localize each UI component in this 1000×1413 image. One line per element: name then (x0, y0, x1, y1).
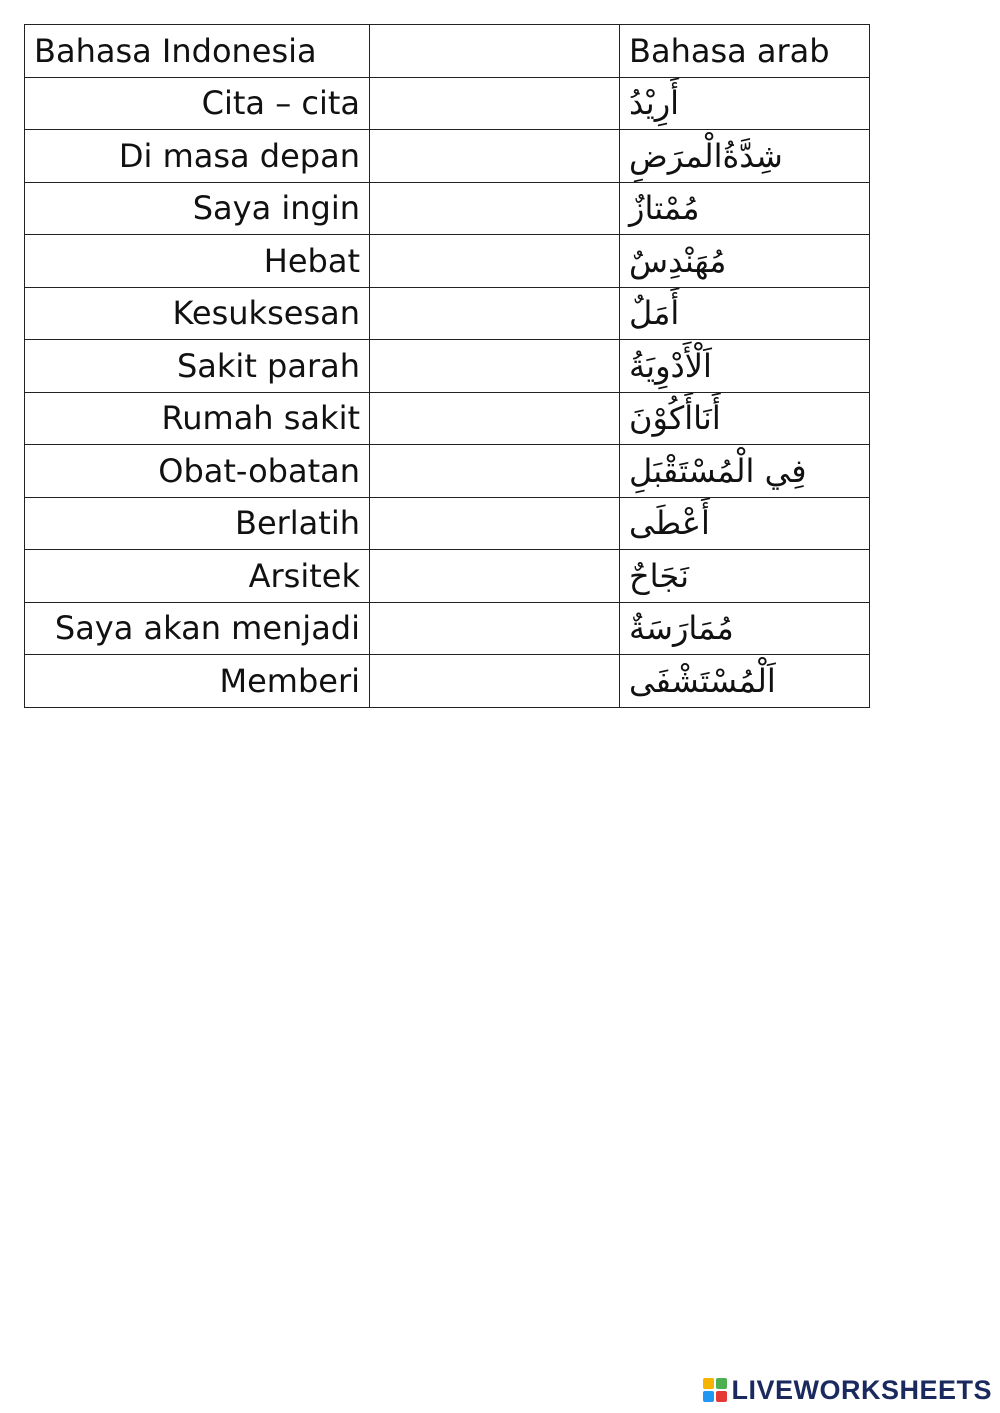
liveworksheets-brand (703, 1373, 992, 1407)
arabic-word-cell (620, 445, 870, 498)
arabic-word-cell (620, 550, 870, 603)
table-row (25, 77, 870, 130)
table-row (25, 392, 870, 445)
arabic-word[interactable]: فِي الْمُسْتَقْبَلِ (629, 451, 807, 490)
answer-drop-cell[interactable] (370, 602, 620, 655)
table-row (25, 235, 870, 288)
answer-drop-cell[interactable] (370, 655, 620, 708)
arabic-word[interactable]: أَرِيْدُ (629, 84, 680, 123)
arabic-word-cell (620, 182, 870, 235)
arabic-word-cell (620, 497, 870, 550)
arabic-word[interactable]: مُمْتازٌ (629, 189, 700, 228)
answer-drop-cell[interactable] (370, 235, 620, 288)
arabic-word-cell (620, 130, 870, 183)
answer-drop-cell[interactable] (370, 77, 620, 130)
indonesian-word: Saya ingin (25, 182, 370, 235)
arabic-word[interactable]: أَعْطَى (629, 504, 710, 543)
table-row (25, 550, 870, 603)
logo-square-icon (716, 1378, 727, 1389)
arabic-word[interactable]: أَمَلٌ (629, 294, 680, 333)
arabic-word-cell (620, 655, 870, 708)
logo-square-icon (716, 1391, 727, 1402)
arabic-word[interactable]: مُمَارَسَةٌ (629, 609, 734, 648)
table-row (25, 602, 870, 655)
indonesian-word: Rumah sakit (25, 392, 370, 445)
indonesian-word: Memberi (25, 655, 370, 708)
arabic-word[interactable]: نَجَاحٌ (629, 556, 689, 595)
indonesian-word: Sakit parah (25, 340, 370, 393)
table-row (25, 497, 870, 550)
table-row (25, 130, 870, 183)
indonesian-word: Hebat (25, 235, 370, 288)
arabic-word[interactable]: أَنَاأَكُوْنَ (629, 399, 721, 438)
table-row (25, 182, 870, 235)
table-row (25, 445, 870, 498)
logo-square-icon (703, 1378, 714, 1389)
indonesian-word: Di masa depan (25, 130, 370, 183)
answer-drop-cell[interactable] (370, 445, 620, 498)
answer-drop-cell[interactable] (370, 130, 620, 183)
brand-name: LIVEWORKSHEETS (731, 1374, 992, 1405)
indonesian-word: Berlatih (25, 497, 370, 550)
arabic-word[interactable]: شِدَّةُالْمرَضِ (629, 136, 783, 175)
indonesian-word: Saya akan menjadi (25, 602, 370, 655)
header-arabic: Bahasa arab (620, 25, 870, 78)
arabic-word[interactable]: اَلْأَدْوِيَةُ (629, 346, 712, 385)
arabic-word-cell (620, 77, 870, 130)
arabic-word[interactable]: مُهَنْدِسٌ (629, 241, 727, 280)
table-row (25, 287, 870, 340)
answer-drop-cell[interactable] (370, 392, 620, 445)
indonesian-word: Cita – cita (25, 77, 370, 130)
answer-drop-cell[interactable] (370, 182, 620, 235)
table-header-row (25, 25, 870, 78)
indonesian-word: Arsitek (25, 550, 370, 603)
table-row (25, 340, 870, 393)
answer-drop-cell[interactable] (370, 287, 620, 340)
header-blank (370, 25, 620, 78)
indonesian-word: Kesuksesan (25, 287, 370, 340)
answer-drop-cell[interactable] (370, 340, 620, 393)
answer-drop-cell[interactable] (370, 497, 620, 550)
vocabulary-table (24, 24, 870, 708)
arabic-word-cell (620, 287, 870, 340)
table-row (25, 655, 870, 708)
arabic-word-cell (620, 602, 870, 655)
arabic-word[interactable]: اَلْمُسْتَشْفَى (629, 661, 776, 700)
answer-drop-cell[interactable] (370, 550, 620, 603)
arabic-word-cell (620, 340, 870, 393)
header-indonesian: Bahasa Indonesia (25, 25, 370, 78)
arabic-word-cell (620, 235, 870, 288)
arabic-word-cell (620, 392, 870, 445)
liveworksheets-logo-icon (703, 1378, 727, 1402)
indonesian-word: Obat-obatan (25, 445, 370, 498)
logo-square-icon (703, 1391, 714, 1402)
